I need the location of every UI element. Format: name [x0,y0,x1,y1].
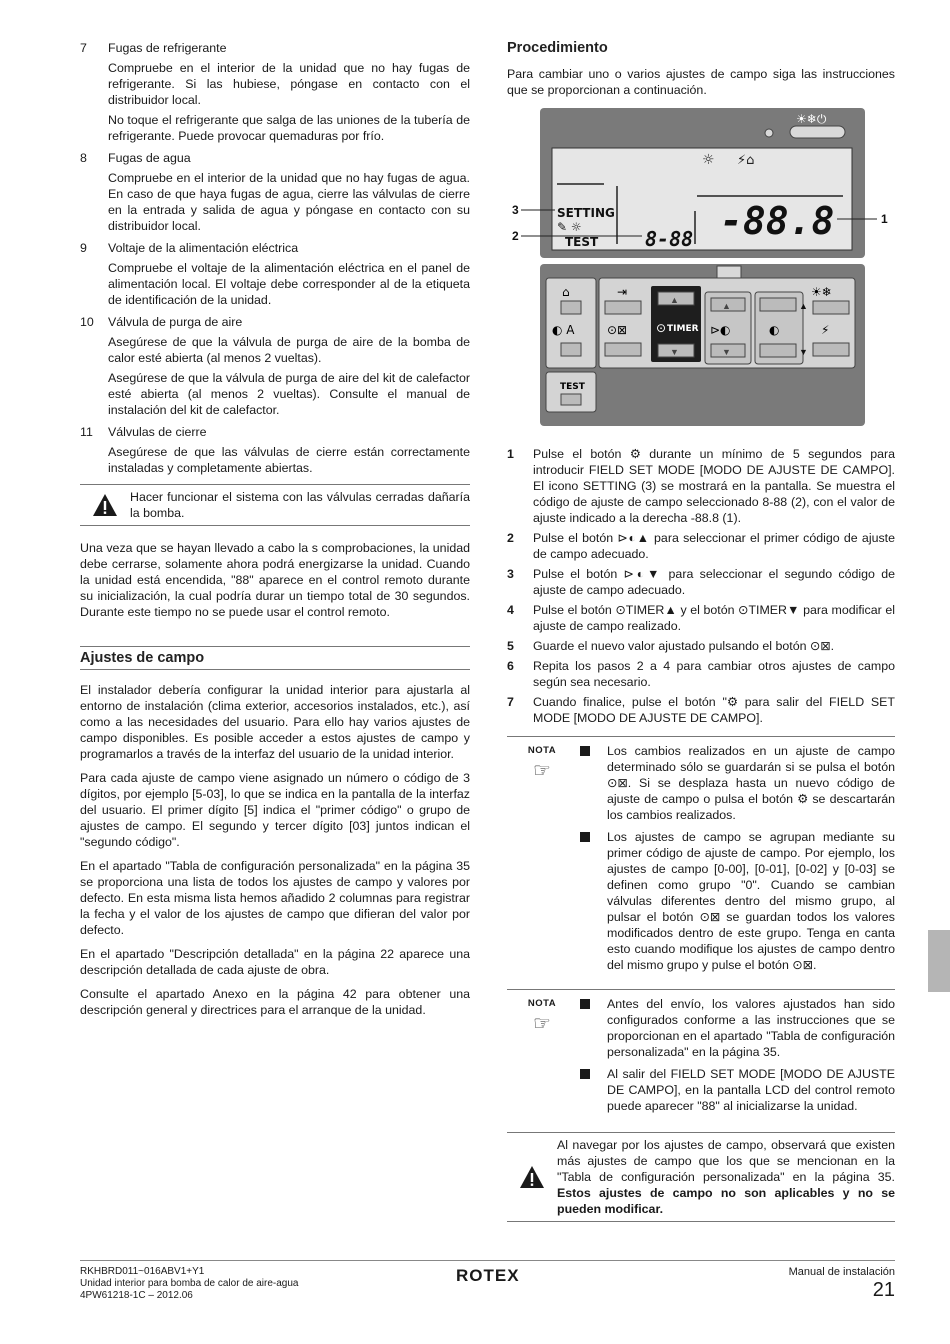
svg-text:TEST: TEST [560,382,585,392]
check-item-paragraph: Asegúrese de que la válvula de purga de aire de la bomba de calor esté abierta (al menos 2 vueltas). [108,335,470,365]
note-items-1 [577,743,895,979]
check-item-number: 7 [80,41,87,55]
note-label-area [507,996,577,1120]
note-text: Los cambios realizados en un ajuste de campo determinado sólo se guardarán si se pulsa el botón ⊙⊠. Si se desplaza hasta un nuevo código de ajuste de campo o pulsa el botón ⚙ se descartarán los cambios realizados. [607,744,895,822]
bullet-square [580,832,590,842]
procedure-step [507,638,895,654]
check-item-paragraph: Compruebe en el interior de la unidad que no hay fugas de refrigerante. Si las hubiese, póngase en contacto con el distribuidor local. [108,61,470,107]
svg-text:⚡⌂: ⚡⌂ [737,153,755,168]
lcd-setting-label: SETTING [557,206,615,220]
check-item-title: Válvulas de cierre [108,425,207,439]
procedure-step [507,658,895,690]
step-text: Guarde el nuevo valor ajustado pulsando el botón ⊙⊠. [533,639,835,653]
svg-text:⊙: ⊙ [656,321,667,335]
procedure-step [507,602,895,634]
check-item-number: 11 [80,425,93,439]
final-warning-bold: Estos ajustes de campo no son aplicables y no se pueden modificar. [557,1186,895,1216]
check-item-title: Fugas de agua [108,151,191,165]
final-warning-text [557,1137,895,1217]
check-item-paragraph: No toque el refrigerante que salga de las uniones de la tubería de refrigerante. Puede provocar quemaduras por frío. [108,113,470,143]
procedure-intro: Para cambiar uno o varios ajustes de campo siga las instrucciones que se proporcionan a continuación. [507,67,895,97]
bullet-square [580,1069,590,1079]
svg-text:◐ A: ◐ A [552,323,575,337]
check-items [80,40,470,476]
step-text: Repita los pasos 2 a 4 para cambiar otros ajustes de campo según sea necesario. [533,659,895,689]
bullet-square [580,746,590,756]
check-item-heading [80,150,470,166]
svg-text:⊳◐: ⊳◐ [710,323,731,337]
step-number: 3 [507,567,514,581]
section-paragraph: Consulte el apartado Anexo en la página 42 para obtener una descripción general y directrices para el arranque de la unidad. [80,987,470,1017]
procedure-step [507,446,895,526]
footer-description: Unidad interior para bomba de calor de aire-agua [80,1278,299,1289]
procedure-step [507,694,895,726]
step-number: 7 [507,695,514,709]
note-item [577,743,895,823]
section-paragraph: Para cada ajuste de campo viene asignado un número o código de 3 dígitos, por ejemplo [5-03], lo que se indica en la pantalla de la interfaz del usuario. El primer dígito [5] indica el "primer código" o grupo de ajustes de campo. El segundo y tercer dígito [03] juntos indican el "segundo código". [80,771,470,849]
step-text: Pulse el botón ⊳◐▲ para seleccionar el primer código de ajuste de campo adecuado. [533,531,895,561]
procedure-step [507,530,895,562]
svg-text:▲: ▲ [722,301,731,311]
note-text: Al salir del FIELD SET MODE [MODO DE AJUSTE DE CAMPO], en la pantalla LCD del control remoto puede aparecer "88" al inicializarse la unidad. [607,1067,895,1113]
callout-1: 1 [881,212,888,226]
step-text: Cuando finalice, pulse el botón "⚙ para salir del FIELD SET MODE [MODO DE AJUSTE DE CAMPO]. [533,695,895,725]
check-item-heading [80,240,470,256]
callout-2: 2 [512,229,519,243]
check-item-paragraph: Compruebe en el interior de la unidad que no hay fugas de agua. En caso de que haya fugas de agua, cierre las válvulas de cierre en la entrada y salida de agua y póngase en contacto con su distribuidor local. [108,171,470,233]
check-item-title: Fugas de refrigerante [108,41,227,55]
note-text: Antes del envío, los valores ajustados han sido configurados conforme a las instrucciones que se proporcionan en el apartado "Tabla de configuración personalizada" en la página 35. [607,997,895,1059]
section-paragraph: El instalador debería configurar la unidad interior para ajustarla al entorno de instalación (clima exterior, accesorios instalados, etc.), así como a las necesidades del usuario. Para ello hay varios ajustes de campo disponibles. Es posible acceder a estos ajustes de campo y programarlos a través de la interfaz del usuario de la unidad interior. [80,683,470,761]
procedure-title: Procedimiento [507,40,608,56]
check-item-title: Válvula de purga de aire [108,315,243,329]
check-item-body [80,60,470,144]
footer-code: 4PW61218-1C – 2012.06 [80,1290,193,1301]
svg-text:⌂: ⌂ [562,285,570,299]
check-item-number: 9 [80,241,87,255]
note-label: NOTA [527,998,557,1009]
svg-text:▼: ▼ [722,347,731,357]
note-hand-icon: ☞ [533,760,551,782]
step-text: Pulse el botón ⚙ durante un mínimo de 5 segundos para introducir FIELD SET MODE [MODO DE AJUSTE DE CAMPO]. El icono SETTING (3) se mostrará en la pantalla. Se muestra el código de ajuste de campo seleccionado 8-88 (2), con el valor de ajuste indicado a la derecha -88.8 (1). [533,447,895,525]
check-item-body [80,444,470,476]
warning-box [80,484,470,526]
svg-text:▼: ▼ [799,347,808,357]
footer-left [80,1266,298,1302]
warning-text: Hacer funcionar el sistema con las válvulas cerradas dañaría la bomba. [130,490,470,520]
check-item-paragraph: Asegúrese de que la válvula de purga de aire del kit de calefactor esté abierta (al menos 2 vueltas). Consulte el manual de instalación del kit de calefactor. [108,371,470,417]
check-item-paragraph: Asegúrese de que las válvulas de cierre están correctamente instaladas y completamente abiertas. [108,445,470,475]
note-item [577,829,895,973]
check-item [80,40,470,144]
lcd-big-value: -88.8 [720,199,835,243]
footer-manual: Manual de instalación [788,1266,895,1278]
side-tab [928,930,950,992]
note-hand-icon: ☞ [533,1013,551,1035]
svg-text:✎ ☼: ✎ ☼ [557,220,582,234]
check-item [80,150,470,234]
lcd-test-label: TEST [565,235,599,249]
check-item-heading [80,424,470,440]
step-number: 4 [507,603,514,617]
svg-text:⚡: ⚡ [821,323,830,337]
svg-text:⇥: ⇥ [617,285,628,299]
svg-text:▼: ▼ [670,347,679,357]
remote-controller-diagram [507,106,895,436]
svg-text:▲: ▲ [799,301,808,311]
right-column [507,40,895,1236]
svg-text:◐: ◐ [769,323,780,337]
step-text: Pulse el botón ⊙TIMER▲ y el botón ⊙TIMER▼ para modificar el ajuste de campo realizado. [533,603,895,633]
step-number: 5 [507,639,514,653]
svg-text:☼: ☼ [702,152,715,168]
note-item [577,996,895,1060]
after-warning-text: Una veza que se hayan llevado a cabo la s comprobaciones, la unidad debe cerrarse, solamente ahora podrá energizarse la unidad. Cuando la unidad está encendida, "88" aparece en el control remoto durante su inicialización, la cual podría durar un tiempo total de 30 segundos. Durante este tiempo no se puede usar el control remoto. [80,541,470,619]
check-item [80,424,470,476]
check-item-number: 10 [80,315,94,329]
check-item-body [80,334,470,418]
lcd-small-code: 8-88 [645,227,694,251]
check-item [80,240,470,308]
svg-text:☀❄: ☀❄ [811,285,832,299]
section-paragraphs [80,682,470,1018]
check-item-title: Voltaje de la alimentación eléctrica [108,241,299,255]
callout-3: 3 [512,203,519,217]
note-item [577,1066,895,1114]
procedure-steps [507,446,895,726]
note-label-area [507,743,577,979]
check-item-paragraph: Compruebe el voltaje de la alimentación eléctrica en el panel de alimentación local. El voltaje debe corresponder al de la etiqueta de identificación de la unidad. [108,261,470,307]
check-item-heading [80,314,470,330]
footer-right [789,1266,895,1301]
timer-label: TIMER [667,324,699,334]
step-number: 6 [507,659,514,673]
footer-model: RKHBRD011~016ABV1+Y1 [80,1266,205,1277]
note-label: NOTA [527,745,557,756]
section-title: Ajustes de campo [80,646,470,670]
brand-logo: ROTEX [456,1266,520,1285]
check-item-number: 8 [80,151,87,165]
step-number: 2 [507,531,514,545]
final-warning-normal: Al navegar por los ajustes de campo, observará que existen más ajustes de campo que los que se mencionan en la "Tabla de configuración personalizada" en la página 35. [557,1138,895,1184]
svg-text:☀❄⏻: ☀❄⏻ [796,112,827,126]
svg-text:▲: ▲ [670,295,679,305]
note-box-1 [507,736,895,985]
section-paragraph: En el apartado "Tabla de configuración personalizada" en la página 35 se proporciona una lista de todos los ajustes de campo y valores por defecto. En esta misma lista hemos añadido 2 columnas para registrar la fecha y el valor de los ajustes de campo que difieran del valor por defecto. [80,859,470,937]
note-box-2 [507,989,895,1126]
page-number: 21 [872,1279,895,1301]
warning-icon [80,489,130,521]
bullet-square [580,999,590,1009]
step-number: 1 [507,447,514,461]
remote-controller-figure [507,106,895,436]
note-text: Los ajustes de campo se agrupan mediante su primer código de ajuste de campo. Por ejemplo, los ajustes de campo [0-00], [0-01], [0-02] y [0-03] se definen como grupo "0". Cuando se cambian válvulas diferentes dentro del mismo grupo, al pulsar el botón ⊙⊠ se guardan todos los valores modificados dentro de este grupo. Tenga en canta esto cuando modifique los ajustes de campo dentro del mismo grupo y pulse el botón ⊙⊠. [607,830,895,972]
note-items-2 [577,996,895,1120]
final-warning-box [507,1132,895,1222]
warning-icon [507,1137,557,1217]
check-item-body [80,260,470,308]
footer-divider [80,1260,895,1261]
svg-text:⊙⊠: ⊙⊠ [607,323,628,337]
check-item-heading [80,40,470,56]
section-paragraph: En el apartado "Descripción detallada" en la página 22 aparece una descripción detallada de cada ajuste de obra. [80,947,470,977]
check-item [80,314,470,418]
left-column [80,40,470,1026]
step-text: Pulse el botón ⊳◐▼ para seleccionar el segundo código de ajuste de campo adecuado. [533,567,895,597]
check-item-body [80,170,470,234]
procedure-step [507,566,895,598]
